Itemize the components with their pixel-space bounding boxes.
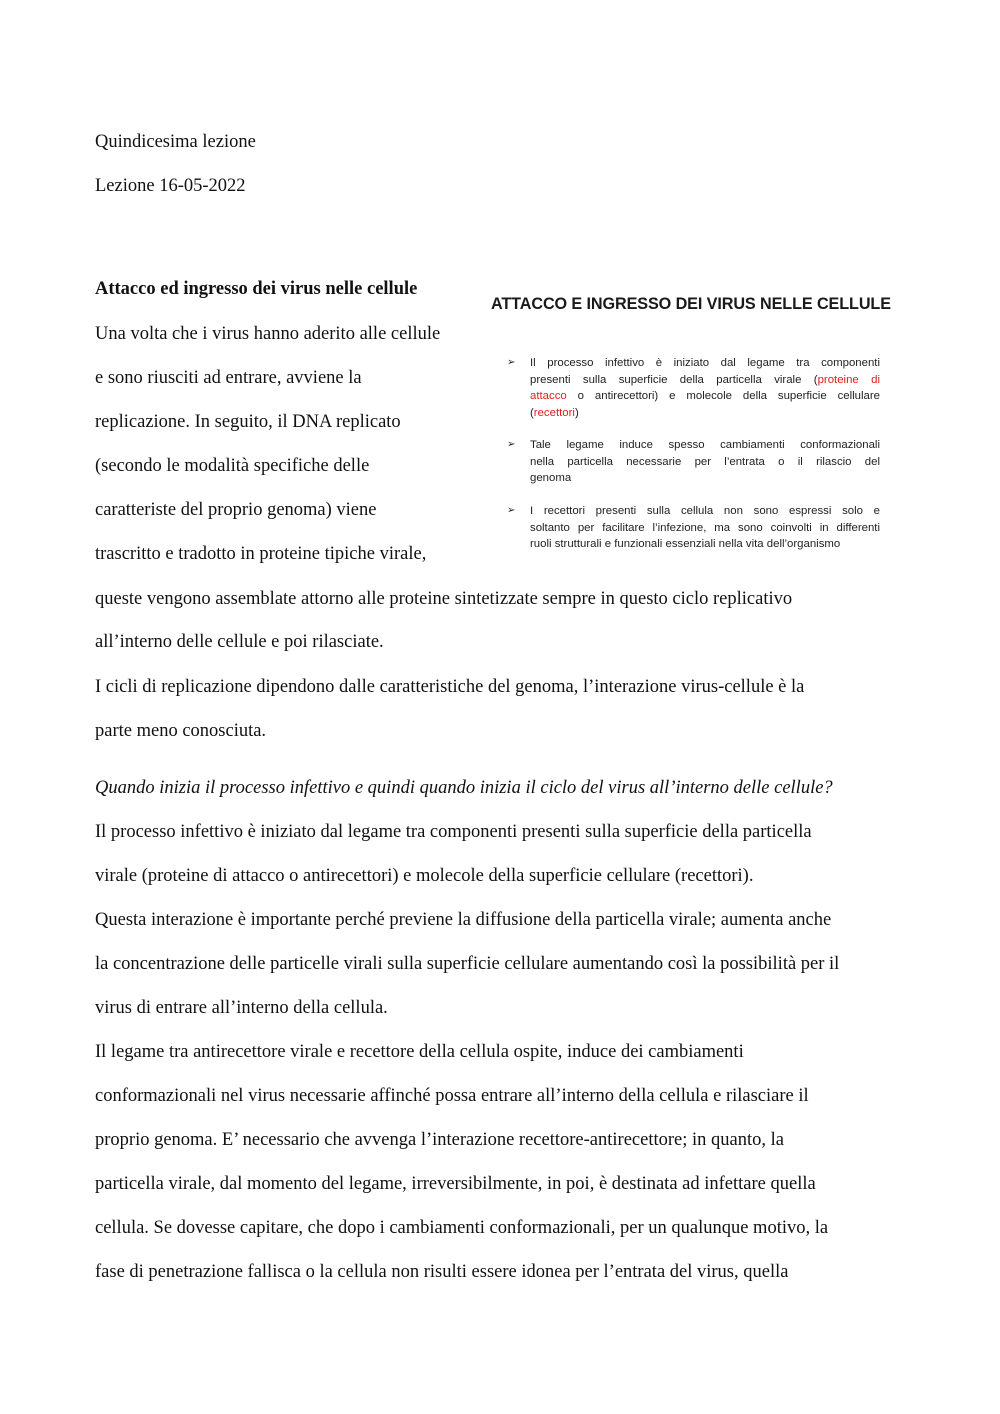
body-line: e sono riusciti ad entrare, avviene la: [95, 368, 362, 388]
body-line: particella virale, dal momento del legame, irreversibilmente, in poi, è destinata ad infettare quella: [95, 1174, 816, 1194]
body-line: virale (proteine di attacco o antirecettori) e molecole della superficie cellulare (recettori).: [95, 866, 754, 886]
body-line: (secondo le modalità specifiche delle: [95, 456, 370, 476]
section-heading: Attacco ed ingresso dei virus nelle cellule: [95, 279, 418, 299]
slide-bullet-line: Tale legame induce spesso cambiamenti conformazionali: [530, 439, 880, 451]
slide-bullet-line: Il processo infettivo è iniziato dal legame tra componenti: [530, 357, 880, 369]
slide-bullet: [507, 437, 880, 487]
slide-bullet-line: attacco o antirecettori) e molecole della superficie cellulare: [530, 390, 880, 402]
slide-bullet: [507, 503, 880, 553]
body-line: la concentrazione delle particelle virali sulla superficie cellulare aumentando così la possibilità per il: [95, 954, 840, 974]
slide-bullet-line: I recettori presenti sulla cellula non sono espressi solo e: [530, 505, 880, 517]
question-line: Quando inizia il processo infettivo e quindi quando inizia il ciclo del virus all’interno delle cellule?: [95, 778, 833, 798]
slide-bullet-line: presenti sulla superficie della particella virale (proteine di: [530, 373, 880, 386]
body-line: virus di entrare all’interno della cellula.: [95, 998, 388, 1018]
body-line: caratteriste del proprio genoma) viene: [95, 500, 377, 520]
slide-bullet-line: genoma: [530, 472, 572, 484]
body-line: fase di penetrazione fallisca o la cellula non risulti essere idonea per l’entrata del virus, quella: [95, 1262, 789, 1282]
arrow-bullet-icon: ➢: [507, 439, 516, 450]
slide-bullet-line: soltanto per facilitare l’infezione, ma sono coinvolti in differenti: [530, 521, 880, 534]
slide-bullet-line: nella particella necessarie per l’entrata o il rilascio del: [530, 455, 880, 468]
slide-title: ATTACCO E INGRESSO DEI VIRUS NELLE CELLULE: [491, 295, 891, 313]
arrow-bullet-icon: ➢: [507, 357, 516, 368]
body-line: Questa interazione è importante perché previene la diffusione della particella virale; aumenta anche: [95, 910, 832, 930]
body-line: Il processo infettivo è iniziato dal legame tra componenti presenti sulla superficie della particella: [95, 822, 812, 842]
body-line: conformazionali nel virus necessarie affinché possa entrare all’interno della cellula e rilasciare il: [95, 1086, 809, 1106]
arrow-bullet-icon: ➢: [507, 505, 516, 516]
slide-figure: [485, 285, 905, 565]
slide-bullet: [507, 355, 880, 421]
body-line: Il legame tra antirecettore virale e recettore della cellula ospite, induce dei cambiamenti: [95, 1042, 744, 1062]
body-line: I cicli di replicazione dipendono dalle caratteristiche del genoma, l’interazione virus-cellule è la: [95, 677, 805, 697]
body-line: queste vengono assemblate attorno alle proteine sintetizzate sempre in questo ciclo replicativo: [95, 589, 793, 609]
body-line: cellula. Se dovesse capitare, che dopo i cambiamenti conformazionali, per un qualunque motivo, la: [95, 1218, 829, 1238]
body-line: all’interno delle cellule e poi rilasciate.: [95, 632, 384, 652]
body-line: Una volta che i virus hanno aderito alle cellule: [95, 324, 441, 344]
body-line: replicazione. In seguito, il DNA replicato: [95, 412, 401, 432]
highlight-text: recettori: [533, 406, 575, 419]
slide-bullet-line: ruoli strutturali e funzionali essenziali nella vita dell’organismo: [530, 538, 841, 550]
lesson-title: Quindicesima lezione: [95, 132, 256, 152]
body-line: trascritto e tradotto in proteine tipiche virale,: [95, 544, 427, 564]
highlight-text: attacco: [530, 390, 567, 402]
body-line: parte meno conosciuta.: [95, 721, 267, 741]
slide-bullet-line: (recettori): [530, 406, 579, 419]
highlight-text: proteine di: [817, 373, 880, 386]
lesson-date: Lezione 16-05-2022: [95, 176, 246, 196]
body-line: proprio genoma. E’ necessario che avvenga l’interazione recettore-antirecettore; in quanto, la: [95, 1130, 784, 1150]
